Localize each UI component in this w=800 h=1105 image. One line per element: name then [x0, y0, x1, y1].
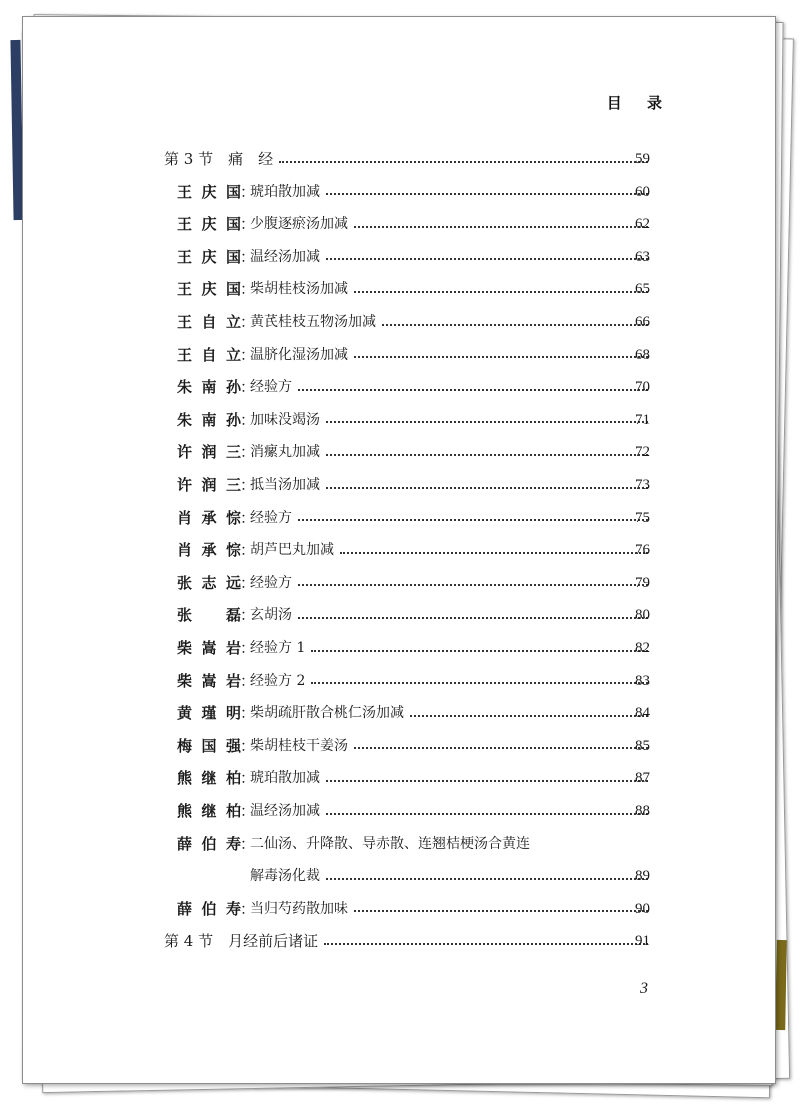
leader-dots [298, 387, 648, 391]
toc-entry[interactable] [0, 604, 800, 628]
toc-entry-author: 薛伯寿 [177, 899, 241, 918]
toc-entry-colon: ： [240, 606, 256, 625]
toc-entry-author: 许润三 [177, 443, 241, 462]
toc-entry[interactable] [0, 376, 800, 400]
leader-dots [298, 615, 648, 619]
toc-entry[interactable] [0, 800, 800, 824]
toc-entry-author: 柴嵩岩 [177, 639, 241, 657]
toc-entry[interactable] [0, 507, 800, 531]
toc-entry-colon: ： [240, 834, 256, 853]
toc-entry-title: 温经汤加减 [250, 248, 320, 265]
toc-entry-page: 72 [635, 444, 650, 461]
toc-entry-title: 抵当汤加减 [250, 477, 320, 493]
toc-entry-author: 王自立 [177, 345, 241, 364]
toc-entry-title: 消瘰丸加减 [250, 444, 320, 461]
leader-dots [311, 648, 648, 652]
toc-entry-colon: ： [240, 247, 256, 266]
toc-entry[interactable] [0, 833, 800, 857]
leader-dots [298, 517, 648, 521]
toc-entry-title: 胡芦巴丸加减 [250, 542, 334, 559]
toc-entry-colon: ： [240, 899, 256, 918]
toc-entry-page: 82 [635, 640, 650, 656]
toc-entry-colon: ： [240, 410, 256, 429]
leader-dots [326, 485, 648, 489]
toc-entry-page: 84 [635, 705, 650, 722]
toc-section-heading[interactable] [0, 930, 800, 954]
toc-section-page: 91 [635, 933, 650, 950]
toc-entry-colon: ： [240, 313, 256, 331]
toc-entry-colon: ： [240, 443, 256, 462]
toc-entry-colon: ： [240, 802, 256, 820]
toc-entry-title: 琥珀散加减 [250, 770, 320, 787]
toc-entry-colon: ： [240, 378, 256, 397]
leader-dots [311, 680, 648, 684]
toc-entry-page: 71 [635, 411, 650, 428]
toc-entry-author: 熊继柏 [177, 769, 241, 788]
toc-entry-title: 温脐化湿汤加减 [250, 346, 348, 363]
toc-entry-colon: ： [240, 476, 256, 494]
toc-entry-colon: ： [240, 769, 256, 788]
toc-entry-page: 90 [635, 900, 650, 917]
leader-dots [326, 191, 648, 195]
leader-dots [326, 778, 648, 782]
toc-entry[interactable] [0, 278, 800, 302]
toc-entry[interactable] [0, 539, 800, 563]
toc-entry-colon: ： [240, 573, 256, 592]
toc-entry-title: 黄芪桂枝五物汤加减 [250, 314, 376, 330]
toc-entry[interactable] [0, 441, 800, 465]
toc-entry-colon: ： [240, 345, 256, 364]
toc-entry-author: 王庆国 [177, 215, 241, 234]
toc-entry-page: 73 [635, 477, 650, 493]
toc-section-heading[interactable] [0, 148, 800, 172]
leader-dots [354, 289, 648, 293]
toc-entry[interactable] [0, 213, 800, 237]
toc-entry[interactable] [0, 702, 800, 726]
toc-entry-page: 80 [635, 607, 650, 624]
toc-entry-title: 少腹逐瘀汤加减 [250, 216, 348, 233]
leader-dots [354, 908, 648, 912]
toc-entry-colon: ： [240, 639, 256, 657]
toc-entry-author: 梅国强 [177, 736, 241, 755]
toc-entry-colon: ： [240, 541, 256, 560]
toc-entry-author: 张志远 [177, 573, 241, 592]
leader-dots [324, 941, 648, 945]
toc-section-page: 59 [635, 151, 650, 167]
toc-entry-title: 加味没竭汤 [250, 411, 320, 428]
toc-entry-page: 68 [635, 346, 650, 363]
toc-entry[interactable] [0, 735, 800, 759]
toc-entry-colon: ： [240, 736, 256, 755]
toc-entry-title: 玄胡汤 [250, 607, 292, 624]
leader-dots [326, 876, 648, 880]
toc-entry-title: 柴胡桂枝汤加减 [250, 281, 348, 298]
toc-entry-page: 65 [635, 281, 650, 298]
toc-entry-author: 熊继柏 [177, 802, 241, 820]
toc-entry-colon: ： [240, 508, 256, 527]
leader-dots [382, 322, 648, 326]
toc-entry-page: 79 [635, 574, 650, 591]
toc-section-label: 第 3 节 痛 经 [164, 150, 274, 168]
toc-entry-page: 70 [635, 379, 650, 396]
leader-dots [410, 713, 648, 717]
toc-entry-page: 62 [635, 216, 650, 233]
leader-dots [326, 256, 648, 260]
toc-entry-author: 肖承悰 [177, 541, 241, 560]
toc-entry-title: 经验方 [250, 574, 292, 591]
page-number: 3 [640, 980, 648, 997]
toc-entry-author: 王庆国 [177, 247, 241, 266]
toc-entry-author: 朱南孙 [177, 410, 241, 429]
toc-entry-title-line2: 解毒汤化裁 [250, 868, 320, 885]
toc-entry-colon: ： [240, 671, 256, 690]
toc-entry[interactable] [0, 898, 800, 922]
toc-section-label: 第 4 节 月经前后诸证 [164, 932, 319, 951]
toc-entry-author: 薛伯寿 [177, 834, 241, 853]
toc-entry-page: 66 [635, 314, 650, 330]
toc-entry[interactable] [0, 670, 800, 694]
toc-entry-title: 经验方 [250, 509, 292, 526]
leader-dots [326, 419, 648, 423]
toc-entry[interactable] [0, 311, 800, 335]
leader-dots [279, 159, 648, 163]
toc-entry[interactable] [0, 637, 800, 661]
toc-entry-page: 75 [635, 509, 650, 526]
toc-entry-page: 63 [635, 248, 650, 265]
toc-entry-author: 王庆国 [177, 182, 241, 201]
toc-entry-page: 85 [635, 737, 650, 754]
toc-entry[interactable] [0, 767, 800, 791]
leader-dots [326, 452, 648, 456]
toc-entry-title-line1: 二仙汤、升降散、导赤散、连翘桔梗汤合黄连 [250, 835, 530, 852]
leader-dots [354, 224, 648, 228]
toc-entry-page: 83 [635, 672, 650, 689]
toc-entry-colon: ： [240, 704, 256, 723]
toc-entry[interactable] [0, 474, 800, 498]
leader-dots [354, 354, 648, 358]
toc-entry-author: 柴嵩岩 [177, 671, 241, 690]
toc-entry-author: 王庆国 [177, 280, 241, 299]
leader-dots [340, 550, 648, 554]
toc-entry-title: 当归芍药散加味 [250, 900, 348, 917]
toc-entry[interactable] [0, 409, 800, 433]
toc-entry[interactable] [0, 246, 800, 270]
toc-entry-author: 许润三 [177, 476, 241, 494]
leader-dots [298, 582, 648, 586]
toc-entry[interactable] [0, 181, 800, 205]
toc-entry-title: 温经汤加减 [250, 803, 320, 819]
toc-entry-page: 88 [635, 803, 650, 819]
toc-entry-title: 琥珀散加减 [250, 183, 320, 200]
toc-entry-title: 经验方 [250, 379, 292, 396]
toc-entry-page: 76 [635, 542, 650, 559]
toc-entry-author: 黄瑾明 [177, 704, 241, 723]
toc-entry-page: 60 [635, 183, 650, 200]
page-header-title: 目 录 [606, 94, 672, 112]
toc-entry-page: 89 [635, 868, 650, 885]
toc-entry-colon: ： [240, 215, 256, 234]
toc-entry-title: 柴胡疏肝散合桃仁汤加减 [250, 705, 404, 722]
toc-entry[interactable] [0, 572, 800, 596]
toc-entry[interactable] [0, 344, 800, 368]
toc-entry-author: 朱南孙 [177, 378, 241, 397]
toc-entry-colon: ： [240, 280, 256, 299]
toc-entry-page: 87 [635, 770, 650, 787]
toc-entry-title: 经验方 1 [250, 640, 306, 656]
leader-dots [326, 811, 648, 815]
toc-entry-continuation[interactable] [0, 865, 800, 889]
toc-entry-title: 柴胡桂枝干姜汤 [250, 737, 348, 754]
toc-entry-author: 王自立 [177, 313, 241, 331]
toc-entry-colon: ： [240, 182, 256, 201]
leader-dots [354, 745, 648, 749]
toc-entry-author: 张 磊 [177, 606, 241, 625]
toc-entry-author: 肖承悰 [177, 508, 241, 527]
toc-entry-title: 经验方 2 [250, 672, 306, 689]
